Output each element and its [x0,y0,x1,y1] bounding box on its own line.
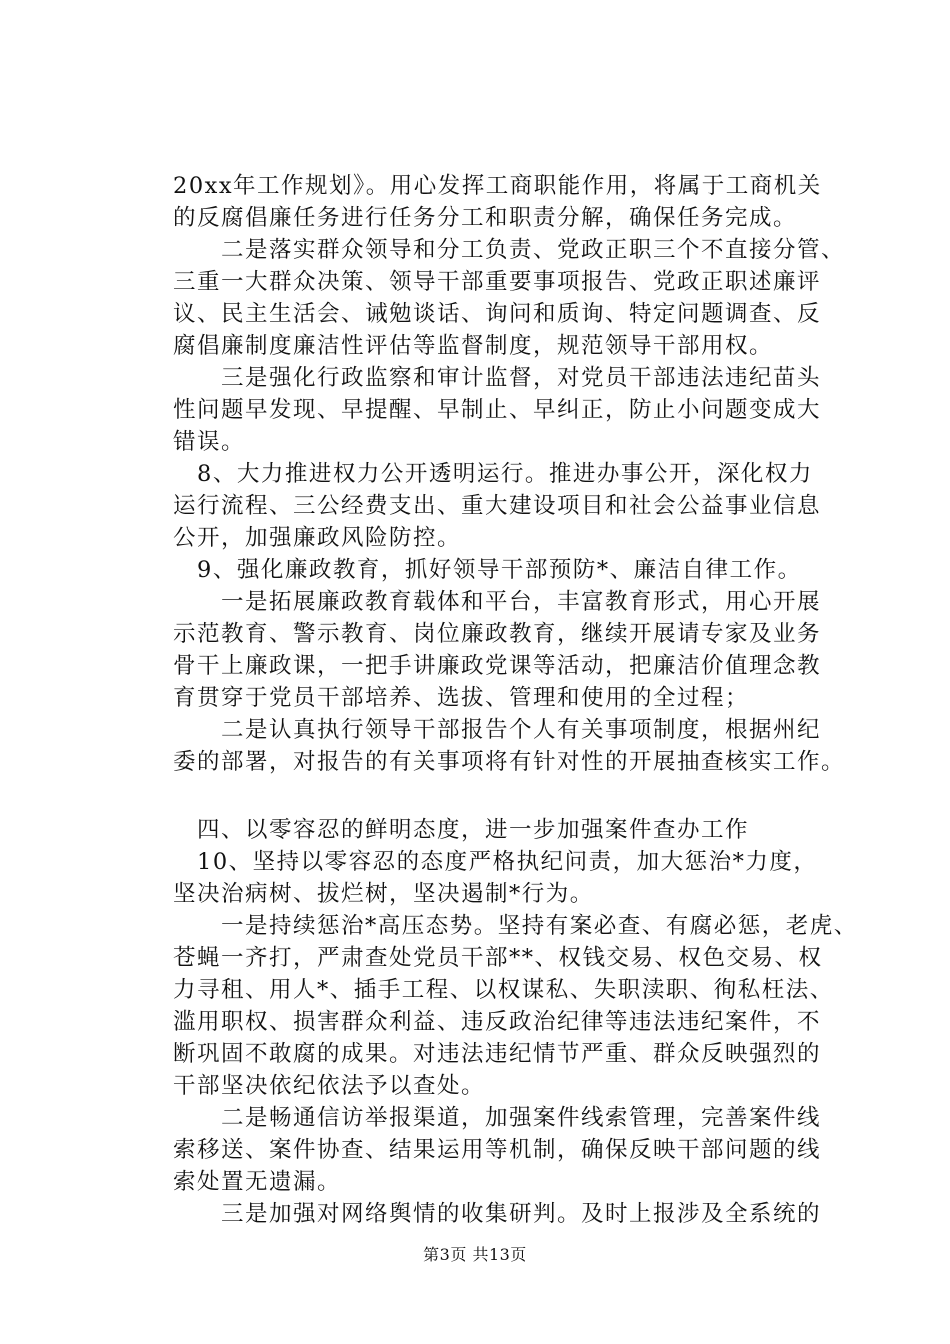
text-line: 二是畅通信访举报渠道，加强案件线索管理，完善案件线 [173,1105,822,1131]
text-line: 委的部署，对报告的有关事项将有针对性的开展抽查核实工作。 [173,749,846,775]
text-line: 坚决治病树、拔烂树，坚决遏制*行为。 [173,881,594,907]
text-line: 索处置无遗漏。 [173,1169,342,1195]
text-line: 骨干上廉政课，一把手讲廉政党课等活动，把廉洁价值理念教 [173,653,822,679]
text-line: 运行流程、三公经费支出、重大建设项目和社会公益事业信息 [173,493,822,519]
text-line: 力寻租、用人*、插手工程、以权谋私、失职渎职、徇私枉法、 [173,977,834,1003]
text-line: 索移送、案件协查、结果运用等机制，确保反映干部问题的线 [173,1137,822,1163]
section-heading: 四、以零容忍的鲜明态度，进一步加强案件查办工作 [173,817,750,843]
text-line: 三是强化行政监察和审计监督，对党员干部违法违纪苗头 [173,365,822,391]
document-body [173,170,858,1230]
text-line: 错误。 [173,429,246,455]
text-line: 断巩固不敢腐的成果。对违法违纪情节严重、群众反映强烈的 [173,1041,822,1067]
text-line: 一是持续惩治*高压态势。坚持有案必查、有腐必惩，老虎、 [173,913,858,939]
page-number-footer: 第3页 共13页 [423,1245,527,1264]
text-line: 公开，加强廉政风险防控。 [173,525,462,551]
text-line: 二是落实群众领导和分工负责、党政正职三个不直接分管、 [173,237,846,263]
text-line: 8、大力推进权力公开透明运行。推进办事公开，深化权力 [173,461,813,487]
paragraph-gap [173,778,833,814]
text-line: 苍蝇一齐打，严肃查处党员干部**、权钱交易、权色交易、权 [173,945,823,971]
text-line: 一是拓展廉政教育载体和平台，丰富教育形式，用心开展 [173,589,822,615]
text-line: 育贯穿于党员干部培养、选拔、管理和使用的全过程； [173,685,750,711]
text-line: 的反腐倡廉任务进行任务分工和职责分解，确保任务完成。 [173,205,798,231]
text-line: 三是加强对网络舆情的收集研判。及时上报涉及全系统的 [173,1201,822,1227]
text-line: 二是认真执行领导干部报告个人有关事项制度，根据州纪 [173,717,822,743]
text-line: 9、强化廉政教育，抓好领导干部预防*、廉洁自律工作。 [173,557,802,583]
text-line: 腐倡廉制度廉洁性评估等监督制度，规范领导干部用权。 [173,333,774,359]
text-line: 10、坚持以零容忍的态度严格执纪问责，加大惩治*力度， [173,849,818,875]
text-line: 滥用职权、损害群众利益、违反政治纪律等违法违纪案件，不 [173,1009,822,1035]
text-line: 20xx年工作规划》。用心发挥工商职能作用，将属于工商机关 [173,173,822,199]
text-line: 议、民主生活会、诫勉谈话、询问和质询、特定问题调查、反 [173,301,822,327]
text-line: 三重一大群众决策、领导干部重要事项报告、党政正职述廉评 [173,269,822,295]
text-line: 干部坚决依纪依法予以查处。 [173,1073,486,1099]
text-line: 性问题早发现、早提醒、早制止、早纠正，防止小问题变成大 [173,397,822,423]
text-line: 示范教育、警示教育、岗位廉政教育，继续开展请专家及业务 [173,621,822,647]
